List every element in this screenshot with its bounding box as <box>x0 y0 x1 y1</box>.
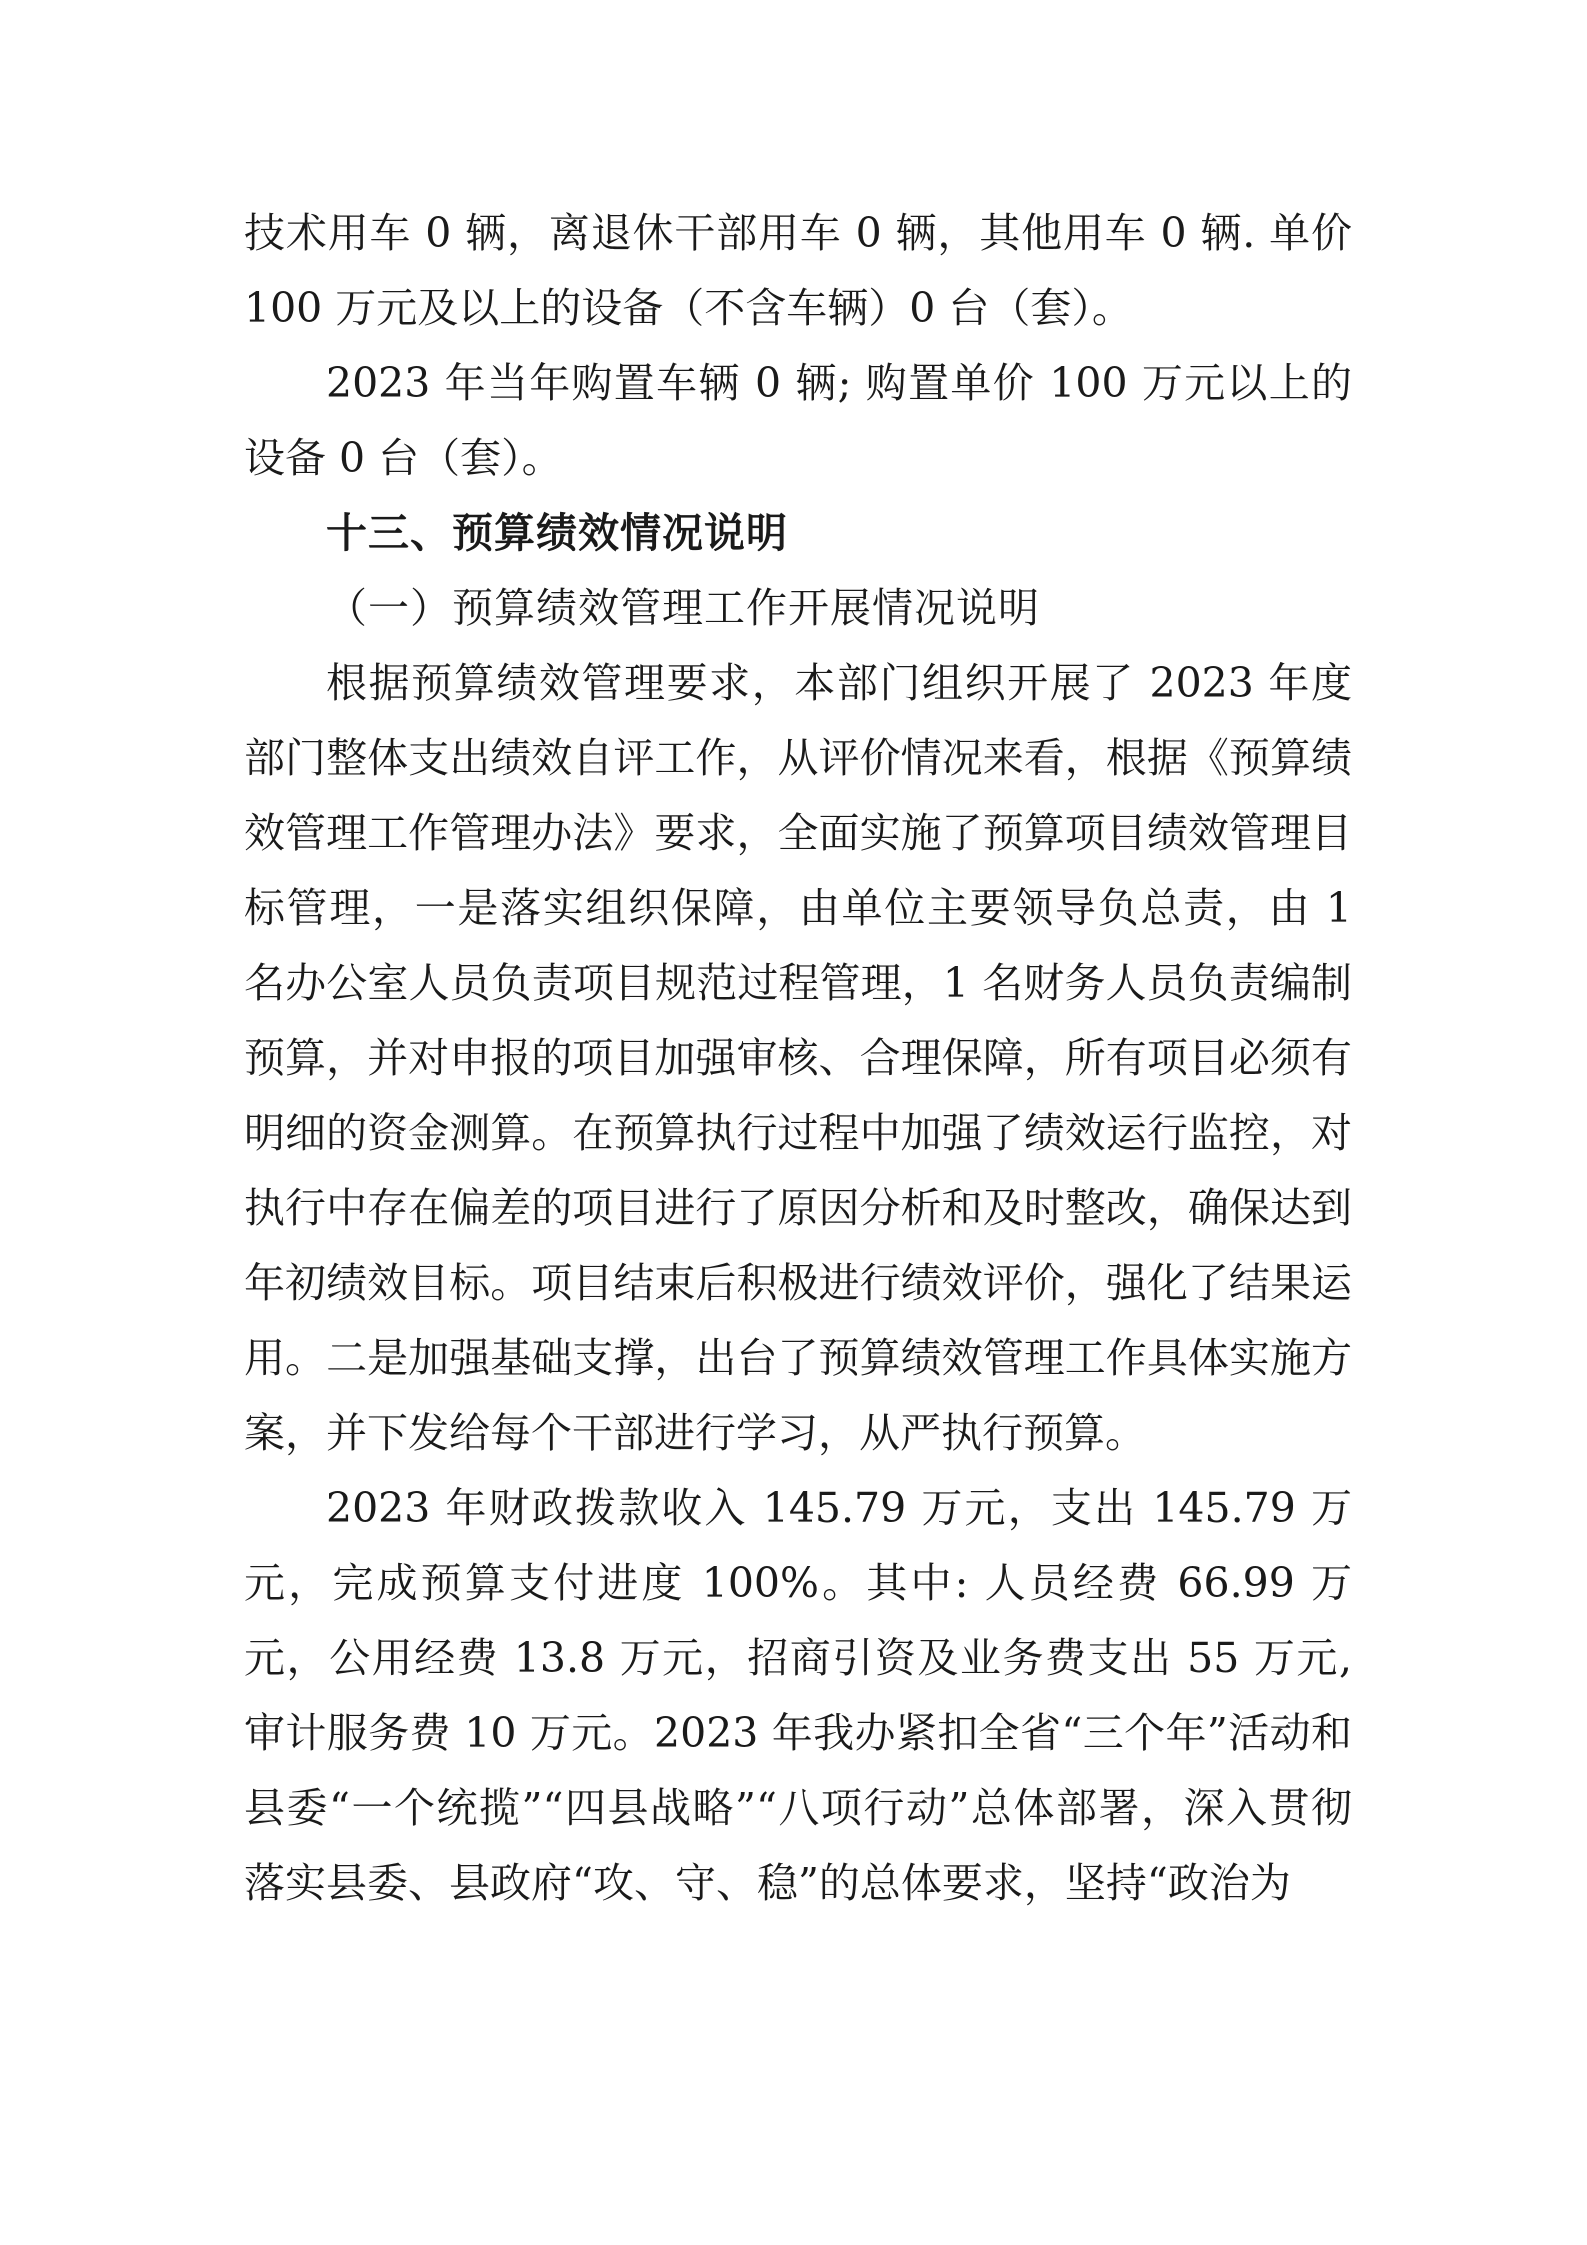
paragraph-performance-management-work: 根据预算绩效管理要求，本部门组织开展了 2023 年度部门整体支出绩效自评工作，从评价情况来看，根据《预算绩效管理工作管理办法》要求，全面实施了预算项目绩效管理目标管理，一是落实组织保障，由单位主要领导负总责，由 1 名办公室人员负责项目规范过程管理，1 名财务人员负责编制预算，并对申报的项目加强审核、合理保障，所有项目必须有明细的资金测算。在预算执行过程中加强了绩效运行监控，对执行中存在偏差的项目进行了原因分析和及时整改，确保达到年初绩效目标。项目结束后积极进行绩效评价，强化了结果运用。二是加强基础支撑，出台了预算绩效管理工作具体实施方案，并下发给每个干部进行学习，从严执行预算。 <box>244 659 1352 1457</box>
paragraph-vehicle-equipment: 技术用车 0 辆，离退休干部用车 0 辆，其他用车 0 辆. 单价 100 万元及以上的设备（不含车辆）0 台（套）。 <box>244 209 1353 332</box>
paragraph-purchase-2023: 2023 年当年购置车辆 0 辆; 购置单价 100 万元以上的设备 0 台（套）。 <box>244 359 1352 482</box>
subsection-heading-performance-management: （一）预算绩效管理工作开展情况说明 <box>326 584 1040 632</box>
paragraph-financial-appropriation: 2023 年财政拨款收入 145.79 万元，支出 145.79 万元，完成预算支付进度 100%。其中: 人员经费 66.99 万元，公用经费 13.8 万元，招商引资及业务费支出 55 万元, 审计服务费 10 万元。2023 年我办紧扣全省“三个年”活动和县委“一个统揽”“四县战略”“八项行动”总体部署，深入贯彻落实县委、县政府“攻、守、稳”的总体要求，坚持“政治为 <box>244 1484 1352 1907</box>
section-heading-budget-performance: 十三、预算绩效情况说明 <box>326 509 788 557</box>
document-page <box>244 196 1352 1921</box>
